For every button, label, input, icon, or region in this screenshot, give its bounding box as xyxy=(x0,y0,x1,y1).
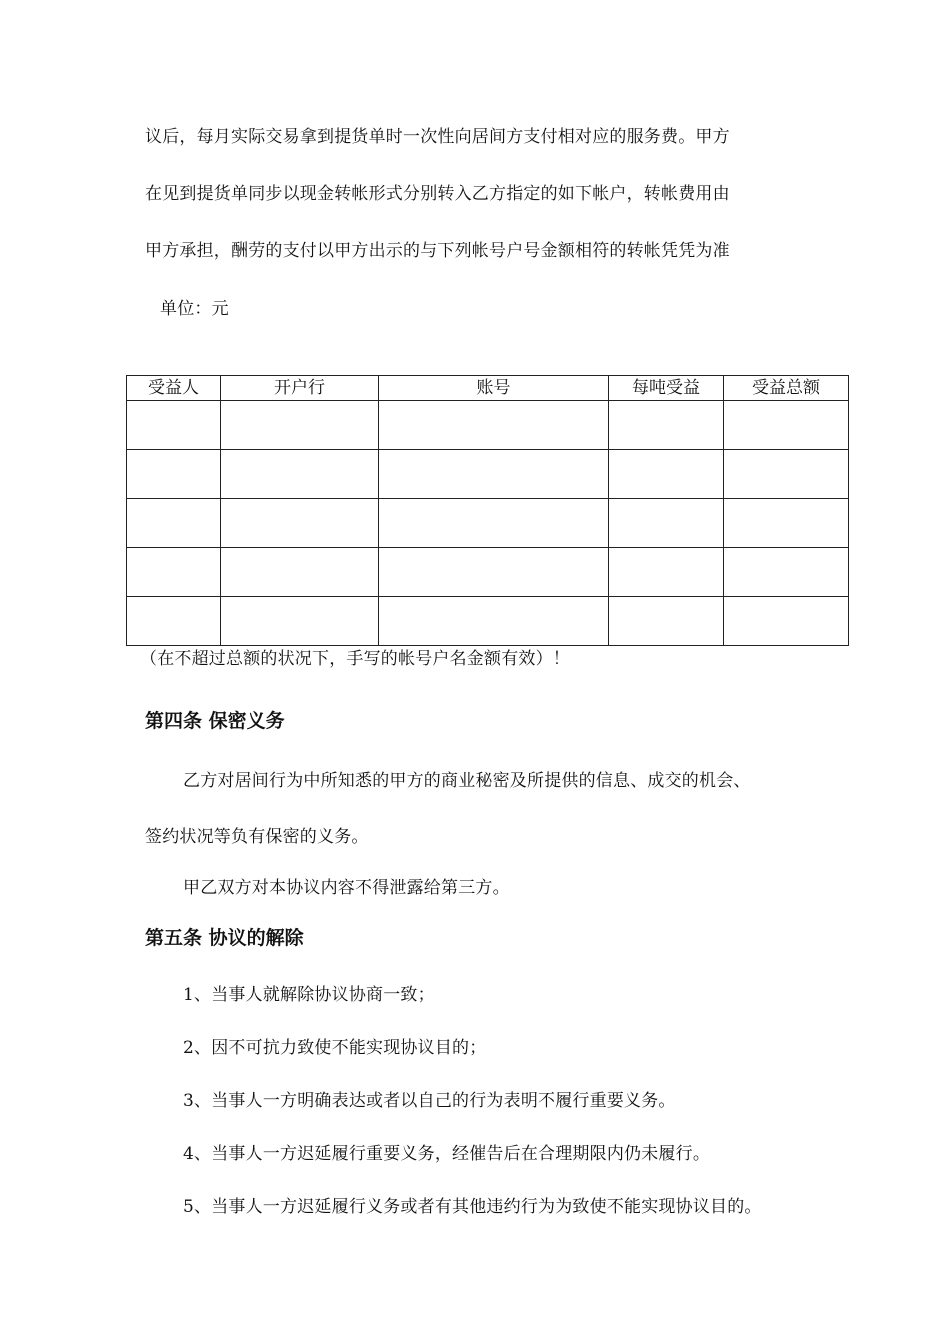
table-cell xyxy=(379,499,609,548)
table-cell xyxy=(221,499,379,548)
article-5-item-2: 2、因不可抗力致使不能实现协议目的； xyxy=(183,1038,487,1058)
payment-paragraph-line-3: 甲方承担，酬劳的支付以甲方出示的与下列帐号户号金额相符的转帐凭凭为准 xyxy=(145,241,730,261)
article-5-item-5: 5、当事人一方迟延履行义务或者有其他违约行为为致使不能实现协议目的。 xyxy=(183,1197,762,1217)
header-bank: 开户行 xyxy=(221,376,379,401)
article-4-paragraph-2: 甲乙双方对本协议内容不得泄露给第三方。 xyxy=(183,878,510,898)
table-row xyxy=(127,401,849,450)
article-5-item-1: 1、当事人就解除协议协商一致； xyxy=(183,985,435,1005)
table-cell xyxy=(379,450,609,499)
article-5-title: 第五条 协议的解除 xyxy=(145,927,304,949)
header-total-benefit: 受益总额 xyxy=(724,376,849,401)
table-cell xyxy=(127,450,221,499)
table-cell xyxy=(609,401,724,450)
table-row xyxy=(127,499,849,548)
table-row xyxy=(127,597,849,646)
payment-paragraph-line-1: 议后，每月实际交易拿到提货单时一次性向居间方支付相对应的服务费。甲方 xyxy=(145,127,730,147)
table-cell xyxy=(221,401,379,450)
table-cell xyxy=(379,548,609,597)
payment-paragraph-line-2: 在见到提货单同步以现金转帐形式分别转入乙方指定的如下帐户，转帐费用由 xyxy=(145,184,730,204)
article-4-title: 第四条 保密义务 xyxy=(145,710,285,732)
article-4-paragraph-1-line-1: 乙方对居间行为中所知悉的甲方的商业秘密及所提供的信息、成交的机会、 xyxy=(183,771,751,791)
article-5-item-4: 4、当事人一方迟延履行重要义务，经催告后在合理期限内仍未履行。 xyxy=(183,1144,711,1164)
article-4-paragraph-1-line-2: 签约状况等负有保密的义务。 xyxy=(145,827,369,847)
table-cell xyxy=(127,499,221,548)
table-cell xyxy=(221,450,379,499)
table-cell xyxy=(221,548,379,597)
beneficiary-table xyxy=(126,375,849,646)
table-cell xyxy=(221,597,379,646)
table-cell xyxy=(609,499,724,548)
header-per-ton-benefit: 每吨受益 xyxy=(609,376,724,401)
article-5-item-3: 3、当事人一方明确表达或者以自己的行为表明不履行重要义务。 xyxy=(183,1091,676,1111)
table-cell xyxy=(609,450,724,499)
table-note: （在不超过总额的状况下，手写的帐号户名金额有效）！ xyxy=(140,649,570,669)
table-row xyxy=(127,548,849,597)
table-cell xyxy=(609,548,724,597)
table-cell xyxy=(724,499,849,548)
table-cell xyxy=(379,597,609,646)
table-cell xyxy=(724,597,849,646)
table-cell xyxy=(127,597,221,646)
table-header-row xyxy=(127,376,849,401)
table-cell xyxy=(379,401,609,450)
unit-label: 单位：元 xyxy=(160,299,229,319)
table-cell xyxy=(609,597,724,646)
table-cell xyxy=(127,548,221,597)
table-cell xyxy=(724,450,849,499)
table-cell xyxy=(127,401,221,450)
table-cell xyxy=(724,401,849,450)
header-account-number: 账号 xyxy=(379,376,609,401)
table-cell xyxy=(724,548,849,597)
header-beneficiary: 受益人 xyxy=(127,376,221,401)
table-row xyxy=(127,450,849,499)
